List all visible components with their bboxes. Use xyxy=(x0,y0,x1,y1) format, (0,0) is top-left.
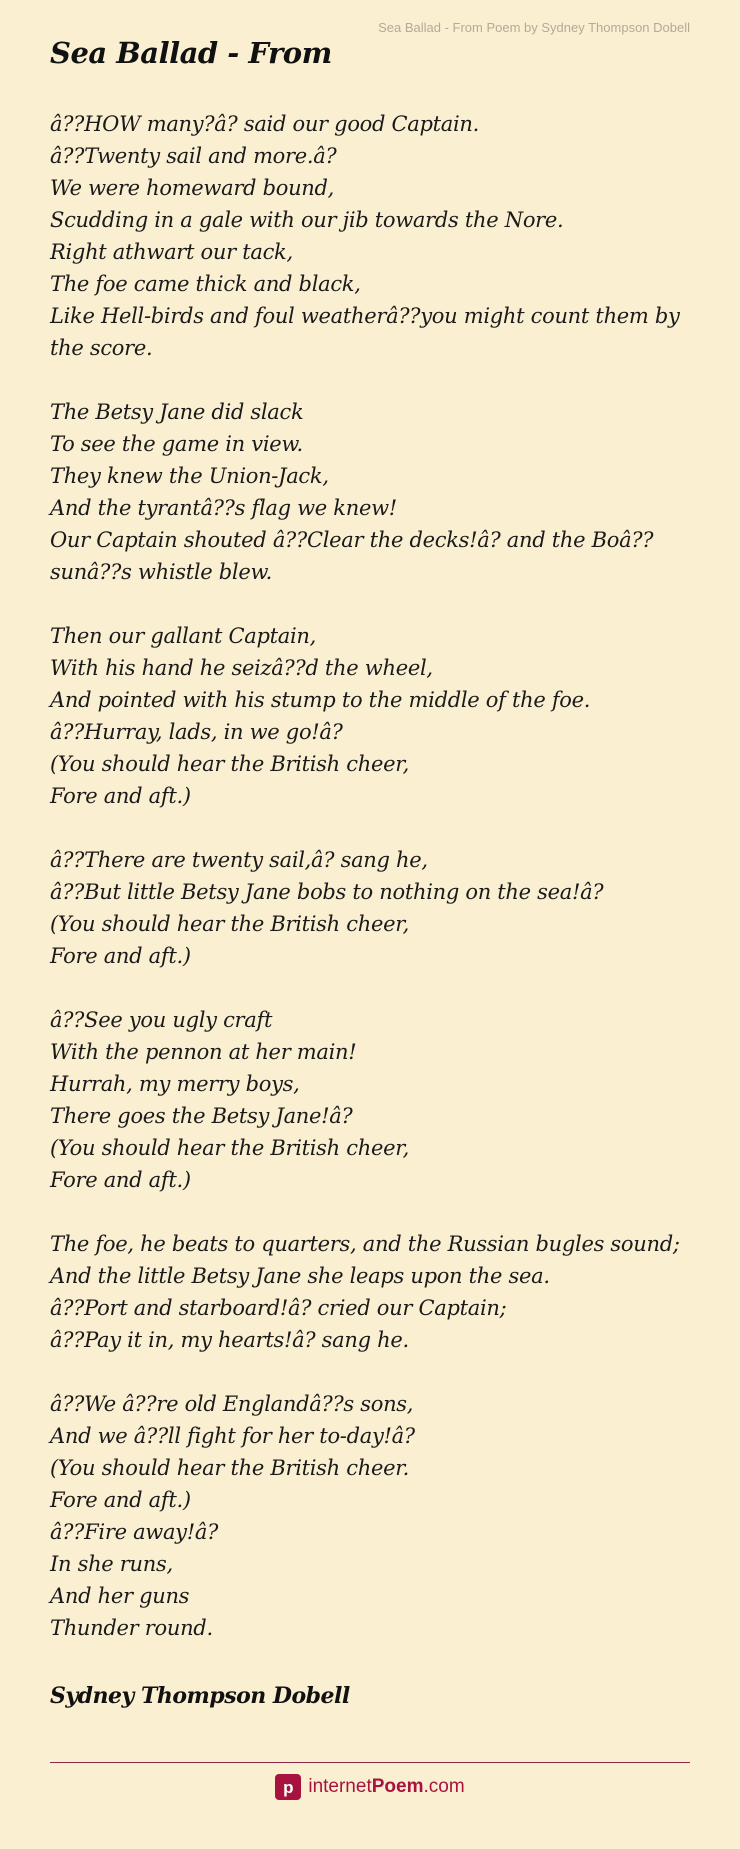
poem-line: â??Twenty sail and more.â? xyxy=(50,144,337,168)
poem-line: The foe came thick and black, xyxy=(50,272,361,296)
brand-prefix: internet xyxy=(308,1776,372,1797)
poem-line: (You should hear the British cheer. xyxy=(50,1456,409,1480)
poem-line: Thunder round. xyxy=(50,1616,213,1640)
poem-line: And the tyrantâ??s flag we knew! xyxy=(50,496,397,520)
poem-line: With the pennon at her main! xyxy=(50,1040,357,1064)
poem-line: Fore and aft.) xyxy=(50,784,191,808)
poem-line: They knew the Union-Jack, xyxy=(50,464,329,488)
poem-line: Right athwart our tack, xyxy=(50,240,293,264)
poem-line: And the little Betsy Jane she leaps upon the sea. xyxy=(50,1264,550,1288)
stanza xyxy=(50,1228,700,1356)
poem-line: We were homeward bound, xyxy=(50,176,335,200)
poem-body xyxy=(50,108,700,1676)
footer xyxy=(0,1774,740,1800)
poem-line: Then our gallant Captain, xyxy=(50,624,317,648)
header-credit: Sea Ballad - From Poem by Sydney Thompson Dobell xyxy=(378,20,690,35)
poem-line: The foe, he beats to quarters, and the Russian bugles sound; xyxy=(50,1232,680,1256)
stanza xyxy=(50,844,700,972)
stanza xyxy=(50,396,700,588)
internetpoem-logo-icon[interactable]: p xyxy=(275,1774,301,1800)
poem-line: â??See you ugly craft xyxy=(50,1008,273,1032)
poem-line: â??Port and starboard!â? cried our Captain; xyxy=(50,1296,507,1320)
poem-line: And her guns xyxy=(50,1584,190,1608)
poem-line: The Betsy Jane did slack xyxy=(50,400,304,424)
poem-line: â??We â??re old Englandâ??s sons, xyxy=(50,1392,414,1416)
poem-line: In she runs, xyxy=(50,1552,173,1576)
poem-title: Sea Ballad - From xyxy=(50,36,332,70)
poem-line: â??Fire away!â? xyxy=(50,1520,219,1544)
poem-line: Fore and aft.) xyxy=(50,1488,191,1512)
poem-line: â??Pay it in, my hearts!â? sang he. xyxy=(50,1328,409,1352)
poem-line: Our Captain shouted â??Clear the decks!â? and the Boâ??sunâ??s whistle blew. xyxy=(50,528,654,584)
poem-line: Hurrah, my merry boys, xyxy=(50,1072,300,1096)
poem-line: (You should hear the British cheer, xyxy=(50,752,409,776)
stanza xyxy=(50,1004,700,1196)
poem-line: â??But little Betsy Jane bobs to nothing on the sea!â? xyxy=(50,880,604,904)
poem-line: And pointed with his stump to the middle of the foe. xyxy=(50,688,591,712)
brand-bold: Poem xyxy=(371,1776,424,1797)
poem-line: Like Hell-birds and foul weatherâ??you might count them by the score. xyxy=(50,304,680,360)
poem-line: And we â??ll fight for her to-day!â? xyxy=(50,1424,415,1448)
stanza xyxy=(50,1388,700,1644)
poem-line: Scudding in a gale with our jib towards the Nore. xyxy=(50,208,564,232)
poem-line: Fore and aft.) xyxy=(50,1168,191,1192)
poem-line: There goes the Betsy Jane!â? xyxy=(50,1104,353,1128)
poem-line: (You should hear the British cheer, xyxy=(50,912,409,936)
poem-line: â??Hurray, lads, in we go!â? xyxy=(50,720,343,744)
poem-line: To see the game in view. xyxy=(50,432,303,456)
poem-line: With his hand he seizâ??d the wheel, xyxy=(50,656,433,680)
brand-suffix: .com xyxy=(423,1776,465,1797)
stanza xyxy=(50,620,700,812)
stanza xyxy=(50,108,700,364)
footer-divider xyxy=(50,1762,690,1763)
poem-line: Fore and aft.) xyxy=(50,944,191,968)
poem-line: â??HOW many?â? said our good Captain. xyxy=(50,112,480,136)
poem-line: (You should hear the British cheer, xyxy=(50,1136,409,1160)
poem-line: â??There are twenty sail,â? sang he, xyxy=(50,848,428,872)
poem-author[interactable]: Sydney Thompson Dobell xyxy=(50,1683,350,1709)
internetpoem-brand-link[interactable] xyxy=(308,1776,464,1798)
